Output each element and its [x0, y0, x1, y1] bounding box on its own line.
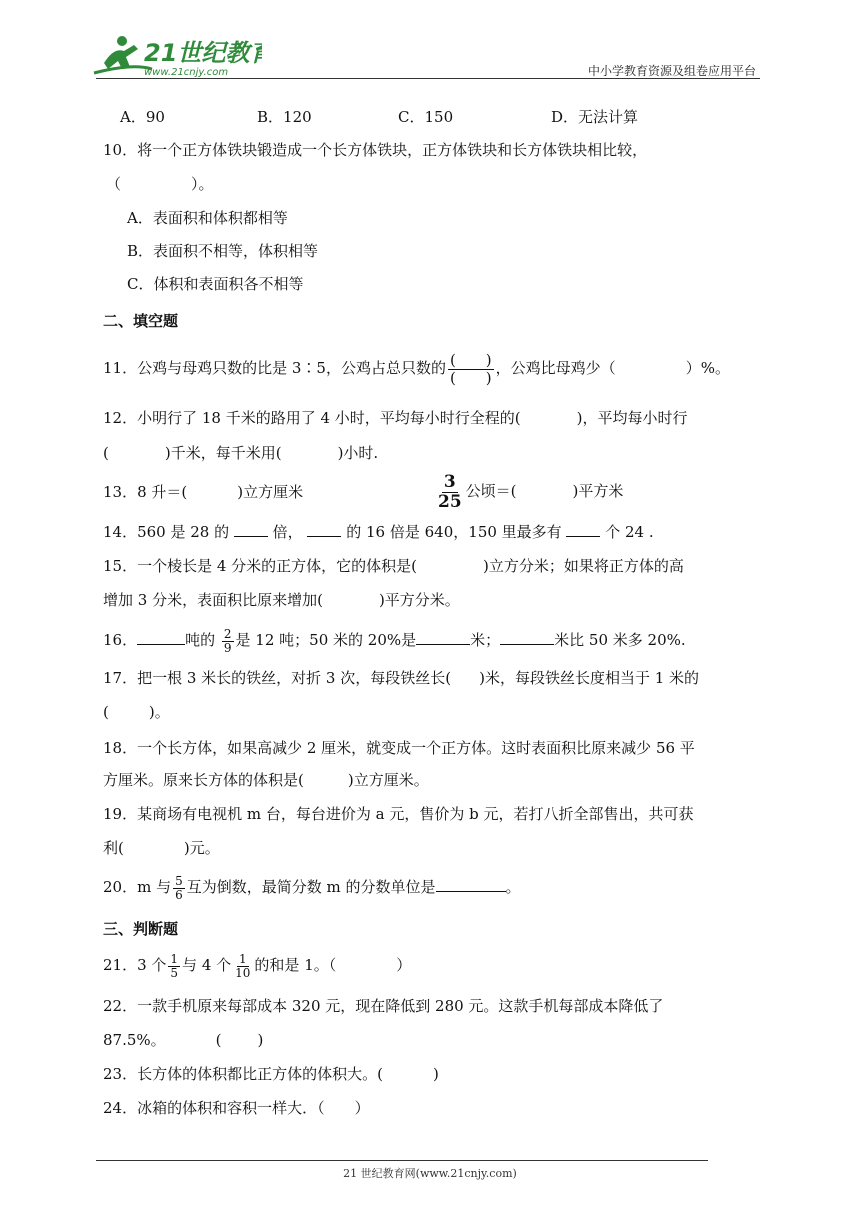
q15-line1: 15．一个棱长是 4 分米的正方体，它的体积是( )立方分米；如果将正方体的高: [103, 557, 684, 575]
q18-line1: 18．一个长方体，如果高减少 2 厘米，就变成一个正方体。这时表面积比原来减少 56 平: [103, 739, 695, 757]
q12-line2: ( )千米，每千米用( )小时.: [103, 444, 379, 462]
q10-option-b: B．表面积不相等，体积相等: [127, 242, 319, 260]
q21: 21．3 个 $\frac{1}{5}$ 与 4 个 $\frac{1}{10}$ 的和是 1。（ ）: [103, 951, 412, 980]
q19-line1: 19．某商场有电视机 m 台，每台进价为 a 元，售价为 b 元，若打八折全部售出，共可获: [103, 805, 694, 823]
q21-fraction-1: $\frac{1}{5}$: [170, 951, 179, 980]
runner-logo-icon: [92, 33, 262, 81]
footer-divider: [96, 1160, 708, 1161]
q23: 23．长方体的体积都比正方体的体积大。( ): [103, 1065, 439, 1083]
q9-option-d: D．无法计算: [551, 108, 639, 126]
q21-fraction-2: $\frac{1}{10}$: [235, 951, 251, 980]
q17-line1: 17．把一根 3 米长的铁丝，对折 3 次，每段铁丝长( )米，每段铁丝长度相当于 1 米的: [103, 669, 700, 687]
q14: 14．560 是 28 的 倍， 的 16 倍是 640，150 里最多有 个 24 .: [103, 523, 654, 541]
header-divider: [96, 78, 760, 79]
page-header: [0, 0, 860, 90]
section-fill-in-heading: 二、填空题: [103, 312, 179, 330]
q10-blank: （ ）。: [106, 175, 214, 193]
q9-option-b: B．120: [257, 108, 312, 126]
q10-option-c: C．体积和表面积各不相等: [127, 275, 304, 293]
q10-option-a: A．表面积和体积都相等: [127, 209, 288, 227]
platform-name: 中小学教育资源及组卷应用平台: [587, 64, 756, 78]
q16: 16． 吨的 $\frac{2}{9}$ 是 12 吨；50 米的 20%是 米； 米比 50 米多 20%.: [103, 626, 686, 655]
q22-line2: 87.5%。 ( ): [103, 1031, 264, 1049]
q13-fraction: $\frac{3}{25}$: [438, 471, 462, 512]
q13-left: 13．8 升＝( )立方厘米: [103, 483, 304, 501]
q12-line1: 12．小明行了 18 千米的路用了 4 小时，平均每小时行全程的( )，平均每小时行: [103, 409, 688, 427]
logo-url-text: www.21cnjy.com: [144, 67, 229, 78]
q16-fraction: $\frac{2}{9}$: [223, 626, 232, 655]
q11-fraction: $\frac{( )}{( )}$: [449, 350, 492, 387]
q10-stem: 10．将一个正方体铁块锻造成一个长方体铁块，正方体铁块和长方体铁块相比较，: [103, 141, 648, 159]
q9-option-c: C．150: [398, 108, 454, 126]
q9-option-a: A．90: [120, 108, 165, 126]
q9-options: [120, 106, 720, 126]
q15-line2: 增加 3 分米，表面积比原来增加( )平方分米。: [103, 591, 460, 609]
logo-main-text: 21世纪教育: [144, 39, 262, 67]
q11: 11．公鸡与母鸡只数的比是 3∶5，公鸡占总只数的 $\frac{( )}{( )}$ ，公鸡比母鸡少（ ）%。: [103, 350, 730, 387]
q20-fraction: $\frac{5}{6}$: [175, 873, 183, 902]
q24: 24．冰箱的体积和容积一样大．（ ）: [103, 1099, 370, 1117]
q19-line2: 利( )元。: [103, 839, 220, 857]
q17-line2: ( )。: [103, 703, 170, 721]
q13-right: $\frac{3}{25}$ 公顷＝( )平方米: [438, 471, 624, 512]
site-logo[interactable]: [92, 33, 262, 81]
page-footer[interactable]: 21 世纪教育网(www.21cnjy.com): [343, 1167, 517, 1180]
q22-line1: 22．一款手机原来每部成本 320 元，现在降低到 280 元。这款手机每部成本降低了: [103, 997, 664, 1015]
q18-line2: 方厘米。原来长方体的体积是( )立方厘米。: [103, 771, 429, 789]
q20: 20．m 与 $\frac{5}{6}$ 互为倒数，最简分数 m 的分数单位是 。: [103, 873, 521, 902]
section-judgement-heading: 三、判断题: [103, 920, 179, 938]
